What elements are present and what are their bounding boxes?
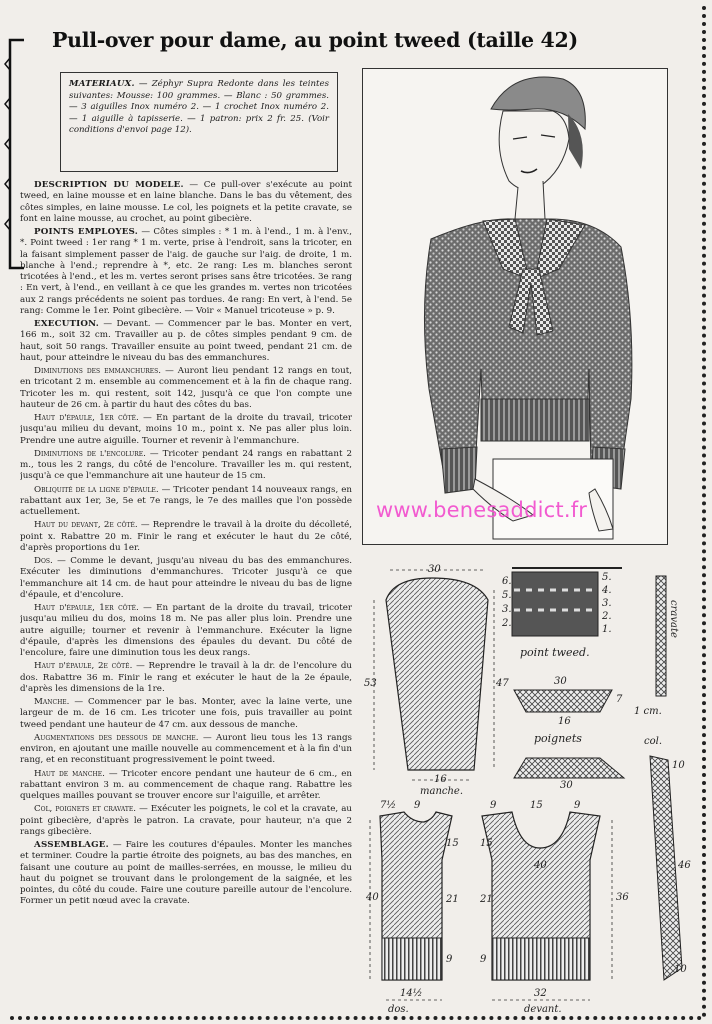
section-lead: EXECUTION.: [34, 319, 99, 329]
section-assembly: [20, 840, 352, 908]
section-lead: Col, poignets et cravate.: [34, 804, 137, 815]
section-shoulder-slope: [20, 485, 352, 519]
stitch-row-label: 3.: [502, 604, 512, 615]
back-label: dos.: [388, 1004, 409, 1015]
stitch-row-label: 2.: [502, 618, 512, 629]
stitch-row-label: 2.: [602, 611, 612, 622]
front-side-measure: 21: [480, 894, 493, 905]
front-top-measure: 9: [490, 800, 497, 811]
front-mid-measure: 40: [534, 860, 547, 871]
back-bottom-measure: 14½: [400, 988, 423, 999]
dotted-border-right: [702, 6, 706, 1018]
stitch-row-label: 5.: [602, 572, 612, 583]
col-top-measure: 10: [672, 760, 685, 771]
back-side-measure: 9: [446, 954, 453, 965]
watermark-text: www.benesaddict.fr: [376, 498, 588, 522]
section-lead: Manche.: [34, 697, 70, 707]
section-text: — Tricoter pendant 14 nouveaux rangs, en rabattant aux 1er, 3e, 5e et 7e rangs, le 7e des mailles que l'on possède actuellement.: [20, 484, 352, 517]
front-label: devant.: [524, 1004, 562, 1015]
section-sleeve: [20, 697, 352, 731]
materials-text: — Zéphyr Supra Redonte dans les teintes suivantes: Mousse: 100 grammes. — Blanc : 50 grammes. — 3 aiguilles Inox numéro 2. — 1 crochet Inox numéro 2. — 1 aiguille à tapisserie. — 1 patron: prix 2 fr. 25. (Voir conditions d'envoi page 12).: [69, 79, 329, 135]
stitch-row-label: 4.: [602, 585, 612, 596]
instructions-column: [20, 180, 352, 1015]
cravate-width-measure: 1 cm.: [634, 706, 662, 717]
cuff-mid-measure: 16: [558, 716, 571, 727]
materials-lead: MATERIAUX.: [69, 79, 135, 89]
section-text: — En partant de la droite du travail, tricoter jusqu'au milieu du devant, moins 10 m., point x. Ne pas aller plus loin. Prendre une autre aiguille. Tourner et revenir à l'emmanchure.: [20, 413, 352, 446]
section-lead: Haut du devant, 2e côté.: [34, 520, 138, 531]
section-description: [20, 180, 352, 225]
section-points: [20, 227, 352, 317]
section-text: — Comme le devant, jusqu'au niveau du bas des emmanchures. Exécuter les diminutions d'emmanchures. Tricoter jusqu'à ce que l'emmanchure ait 14 cm. de haut pour atteindre le niveau du bas de ligne d'épaule, et d'encolure.: [20, 556, 352, 600]
section-lead: Haut d'épaule, 1er côté.: [34, 413, 139, 423]
section-text: — Auront lieu tous les 13 rangs environ, en ajoutant une maille nouvelle au commencement et à la fin d'un rang, et en reconstituant progressivement le point tweed.: [20, 732, 352, 766]
front-side-measure: 15: [480, 838, 493, 849]
fashion-illustration: [362, 68, 668, 545]
pattern-shapes: [364, 560, 694, 1020]
sleeve-side-measure: 47: [496, 678, 509, 689]
stitch-row-label: 3.: [602, 598, 612, 609]
section-lead: Diminutions de l'encolure.: [34, 448, 146, 459]
section-lead: Haut d'épaule, 2e côté.: [34, 661, 133, 672]
pattern-diagrams: [364, 560, 694, 1020]
materials-box: [60, 72, 338, 172]
col-label: col.: [644, 736, 662, 747]
col-length-measure: 46: [678, 860, 691, 871]
front-side-measure: 9: [480, 954, 487, 965]
back-top-measure: 9: [414, 800, 421, 811]
front-side-height: 36: [616, 892, 629, 903]
section-text: — Commencer par le bas. Monter, avec la laine verte, une largeur de m. de 16 cm. Les tricoter une fois, puis travailler au point tweed pendant une hauteur de 47 cm. aux dessous de manche.: [20, 697, 352, 730]
section-text: — Ce pull-over s'exécute au point tweed, en laine mousse et en laine blanche. Dans le bas du vêtement, des côtes simples, en laine mousse. Le col, les poignets et la petite cravate, se font en laine mousse, au crochet, au point gibecière.: [20, 180, 352, 224]
sleeve-bottom-measure: 16: [434, 774, 447, 785]
section-back-shoulder-2: [20, 661, 352, 695]
page-title: Pull-over pour dame, au point tweed (taille 42): [52, 28, 578, 52]
section-lead: Obliquité de la ligne d'épaule.: [34, 484, 159, 495]
woman-sweater-illustration: [363, 69, 666, 543]
section-armhole: [20, 366, 352, 411]
front-bottom-measure: 32: [534, 988, 547, 999]
section-sleeve-increases: [20, 733, 352, 767]
back-side-measure: 21: [446, 894, 459, 905]
section-lead: ASSEMBLAGE.: [34, 840, 109, 850]
back-side-measure: 15: [446, 838, 459, 849]
stitch-row-label: 1.: [602, 624, 612, 635]
section-text: — En partant de la droite du travail, tricoter jusqu'au milieu du dos, moins 18 m. Ne pas aller plus loin. Prendre une autre aiguille; tourner et revenir à l'emmanchure. Exécuter la ligne d'épaule, d'après les dimensions des épaules du devant. Du côté de l'encolure, faire une diminution tous les deux rangs.: [20, 603, 352, 658]
front-top-measure: 9: [574, 800, 581, 811]
stitch-row-label: 6.: [502, 576, 512, 587]
back-height-measure: 40: [366, 892, 379, 903]
stitch-name-label: point tweed.: [520, 646, 590, 659]
section-lead: POINTS EMPLOYES.: [34, 227, 138, 237]
section-text: — Faire les coutures d'épaules. Monter les manches et terminer. Coudre la partie étroite des poignets, au bas des manches, en faisant une couture au point de mailles-serrées, en mousse, le milieu du haut du poignet se trouvant dans le prolongement de la saignée, et les pointes, du côté du coude. Faire une couture pareille autour de l'encolure. Former un petit nœud avec la cravate.: [20, 840, 352, 907]
section-back: [20, 556, 352, 601]
section-sleeve-top: [20, 769, 352, 803]
section-text: — Reprendre le travail à la dr. de l'encolure du dos. Rabattre 36 m. Finir le rang et exécuter le haut de la 2e épaule, d'après les dimensions de la 1re.: [20, 661, 352, 694]
section-back-shoulder-1: [20, 603, 352, 659]
section-text: — Exécuter les poignets, le col et la cravate, au point gibecière, d'après le patron. La cravate, pour hauteur, n'a que 2 rangs gibecière.: [20, 804, 352, 837]
col-bottom-measure: 10: [674, 964, 687, 975]
cuff-label: poignets: [534, 732, 582, 745]
section-text: — Tricoter pendant 24 rangs en rabattant 2 m., tous les 2 rangs, du côté de l'encolure. Travailler les m. qui restent, jusqu'à ce que l'emmanchure ait une hauteur de 15 cm.: [20, 448, 352, 482]
section-execution: [20, 319, 352, 364]
section-lead: Haut d'épaule, 1er côté.: [34, 603, 139, 613]
section-text: — Reprendre le travail à la droite du décolleté, point x. Rabattre 20 m. Finir le rang et exécuter le haut du 2e côté, d'après proportions du 1er.: [20, 520, 352, 553]
section-text: — Côtes simples : * 1 m. à l'end., 1 m. à l'env., *. Point tweed : 1er rang * 1 m. verte, prise à l'endroit, sans la tricoter, en la faisant simplement passer de l'aig. de gauche sur l'aig. de droite, 1 m. blanche à l'end.; reprendre à *, etc. 2e rang: Les m. blanches seront tricotées à l'end., et les m. vertes seront prises sans être tricotées. 3e rang : En vert, à l'end., en veillant à ce que les grandes m. vertes non tricotées aux 2 rangs précédents ne soient pas tordues. 4e rang: En vert, à l'end. 5e rang: Comme le 1er. Point gibecière. — Voir « Manuel tricoteuse » p. 9.: [20, 227, 352, 316]
cuff-top-measure: 30: [554, 676, 567, 687]
section-lead: Augmentations des dessous de manche.: [34, 732, 199, 743]
back-top-measure: 7½: [380, 800, 397, 811]
cuff-height-measure: 7: [616, 694, 623, 705]
section-lead: DESCRIPTION DU MODELE.: [34, 180, 184, 190]
section-shoulder-1: [20, 413, 352, 447]
section-lead: Dos.: [34, 556, 53, 566]
section-text: — Devant. — Commencer par le bas. Monter en vert, 166 m., soit 32 cm. Travailler au p. de côtes simples pendant 9 cm. de haut, soit 50 rangs. Travailler ensuite au point tweed, pendant 21 cm. de haut, pour atteindre le niveau du bas des emmanchures.: [20, 319, 352, 363]
stitch-row-label: 5.: [502, 590, 512, 601]
section-lead: Haut de manche.: [34, 768, 105, 779]
cuff-bottom-measure: 30: [560, 780, 573, 791]
section-neckline: [20, 449, 352, 483]
cravate-label: cravate: [668, 600, 679, 638]
section-text: — Tricoter encore pendant une hauteur de 6 cm., en rabattant environ 3 m. au commencement de chaque rang. Rabattre les quelques mailles pouvant se trouver encore sur l'aiguille, et arrêter.: [20, 768, 352, 801]
sleeve-label: manche.: [420, 786, 464, 797]
section-lead: Diminutions des emmanchures.: [34, 366, 162, 376]
section-text: — Auront lieu pendant 12 rangs en tout, en tricotant 2 m. ensemble au commencement et à la fin de chaque rang. Tricoter les m. qui restent, soit 142, jusqu'à ce que l'on compte une hauteur de 26 cm. à partir du haut des côtes du bas.: [20, 366, 352, 410]
sleeve-top-measure: 30: [428, 564, 441, 575]
sleeve-height-measure: 53: [364, 678, 377, 689]
section-front-top-2: [20, 520, 352, 554]
front-top-measure: 15: [530, 800, 543, 811]
section-collar: [20, 804, 352, 838]
